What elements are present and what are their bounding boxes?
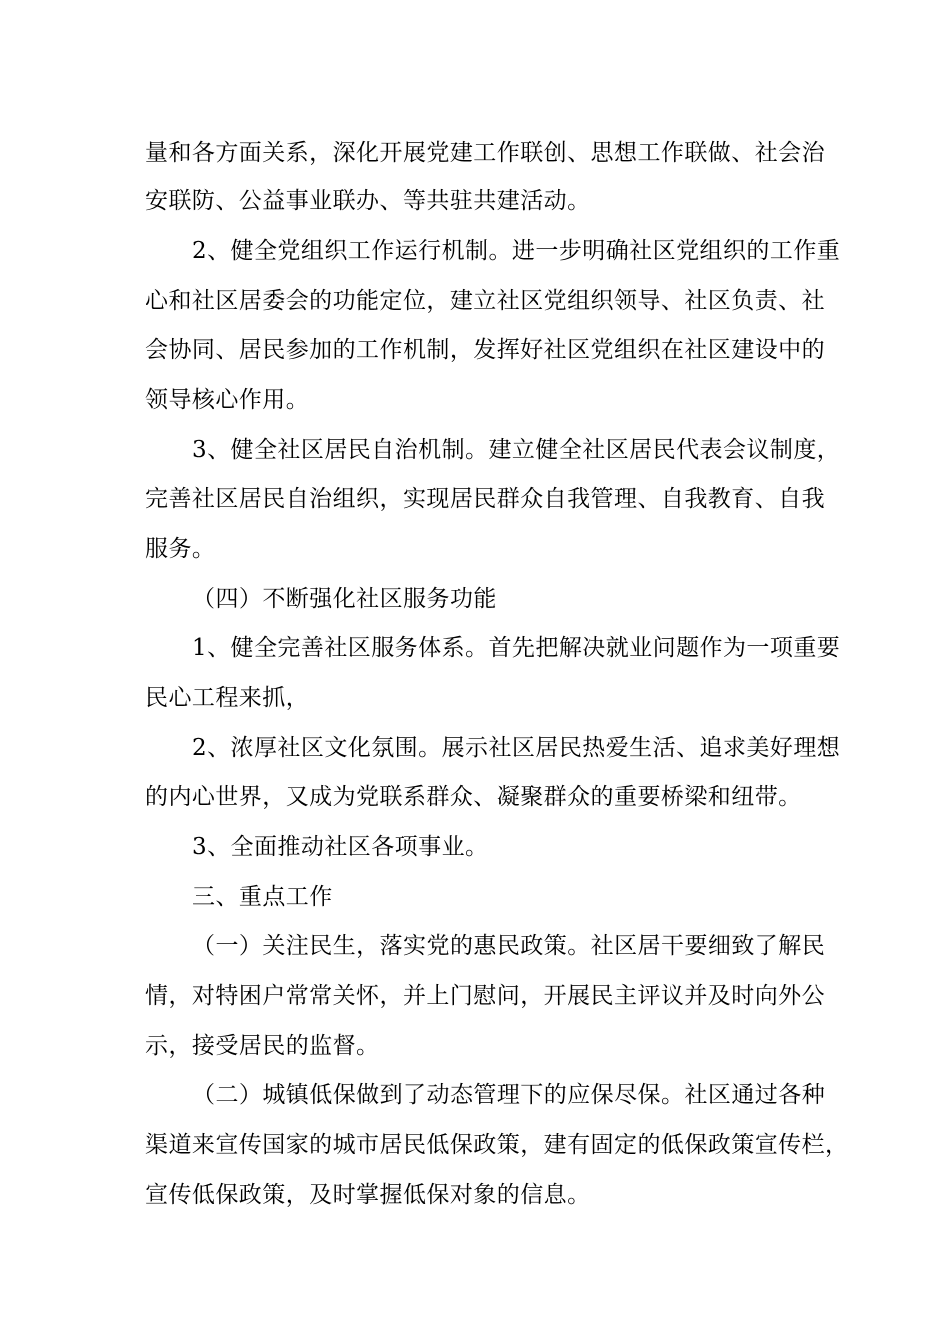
paragraph-first-line: （二）城镇低保做到了动态管理下的应保尽保。社区通过各种 (192, 1082, 826, 1108)
paragraph-line: 量和各方面关系，深化开展党建工作联创、思想工作联做、社会治 (145, 140, 826, 166)
paragraph-line: 服务。 (145, 536, 216, 562)
paragraph-line: 心和社区居委会的功能定位，建立社区党组织领导、社区负责、社 (145, 288, 826, 314)
paragraph-first-line: 3、健全社区居民自治机制。建立健全社区居民代表会议制度， (192, 437, 841, 463)
paragraph-line: 民心工程来抓， (145, 685, 310, 711)
paragraph-line: 情，对特困户常常关怀，并上门慰问，开展民主评议并及时向外公 (145, 983, 826, 1009)
paragraph-line: 宣传低保政策，及时掌握低保对象的信息。 (145, 1182, 591, 1208)
paragraph-line: 渠道来宣传国家的城市居民低保政策，建有固定的低保政策宣传栏， (145, 1132, 849, 1158)
paragraph-line: 示，接受居民的监督。 (145, 1033, 380, 1059)
paragraph-line: 的内心世界，又成为党联系群众、凝聚群众的重要桥梁和纽带。 (145, 784, 802, 810)
paragraph-first-line: 1、健全完善社区服务体系。首先把解决就业问题作为一项重要 (192, 635, 841, 661)
paragraph-first-line: 2、健全党组织工作运行机制。进一步明确社区党组织的工作重 (192, 238, 841, 264)
paragraph-first-line: （一）关注民生，落实党的惠民政策。社区居干要细致了解民 (192, 933, 826, 959)
paragraph-line: 安联防、公益事业联办、等共驻共建活动。 (145, 188, 591, 214)
section-heading: （四）不断强化社区服务功能 (192, 586, 497, 612)
section-heading: 三、重点工作 (192, 884, 333, 910)
paragraph-line: 完善社区居民自治组织，实现居民群众自我管理、自我教育、自我 (145, 486, 826, 512)
paragraph-line: 领导核心作用。 (145, 387, 310, 413)
paragraph-first-line: 2、浓厚社区文化氛围。展示社区居民热爱生活、追求美好理想 (192, 735, 841, 761)
paragraph-line: 会协同、居民参加的工作机制，发挥好社区党组织在社区建设中的 (145, 337, 826, 363)
paragraph-first-line: 3、全面推动社区各项事业。 (192, 834, 489, 860)
